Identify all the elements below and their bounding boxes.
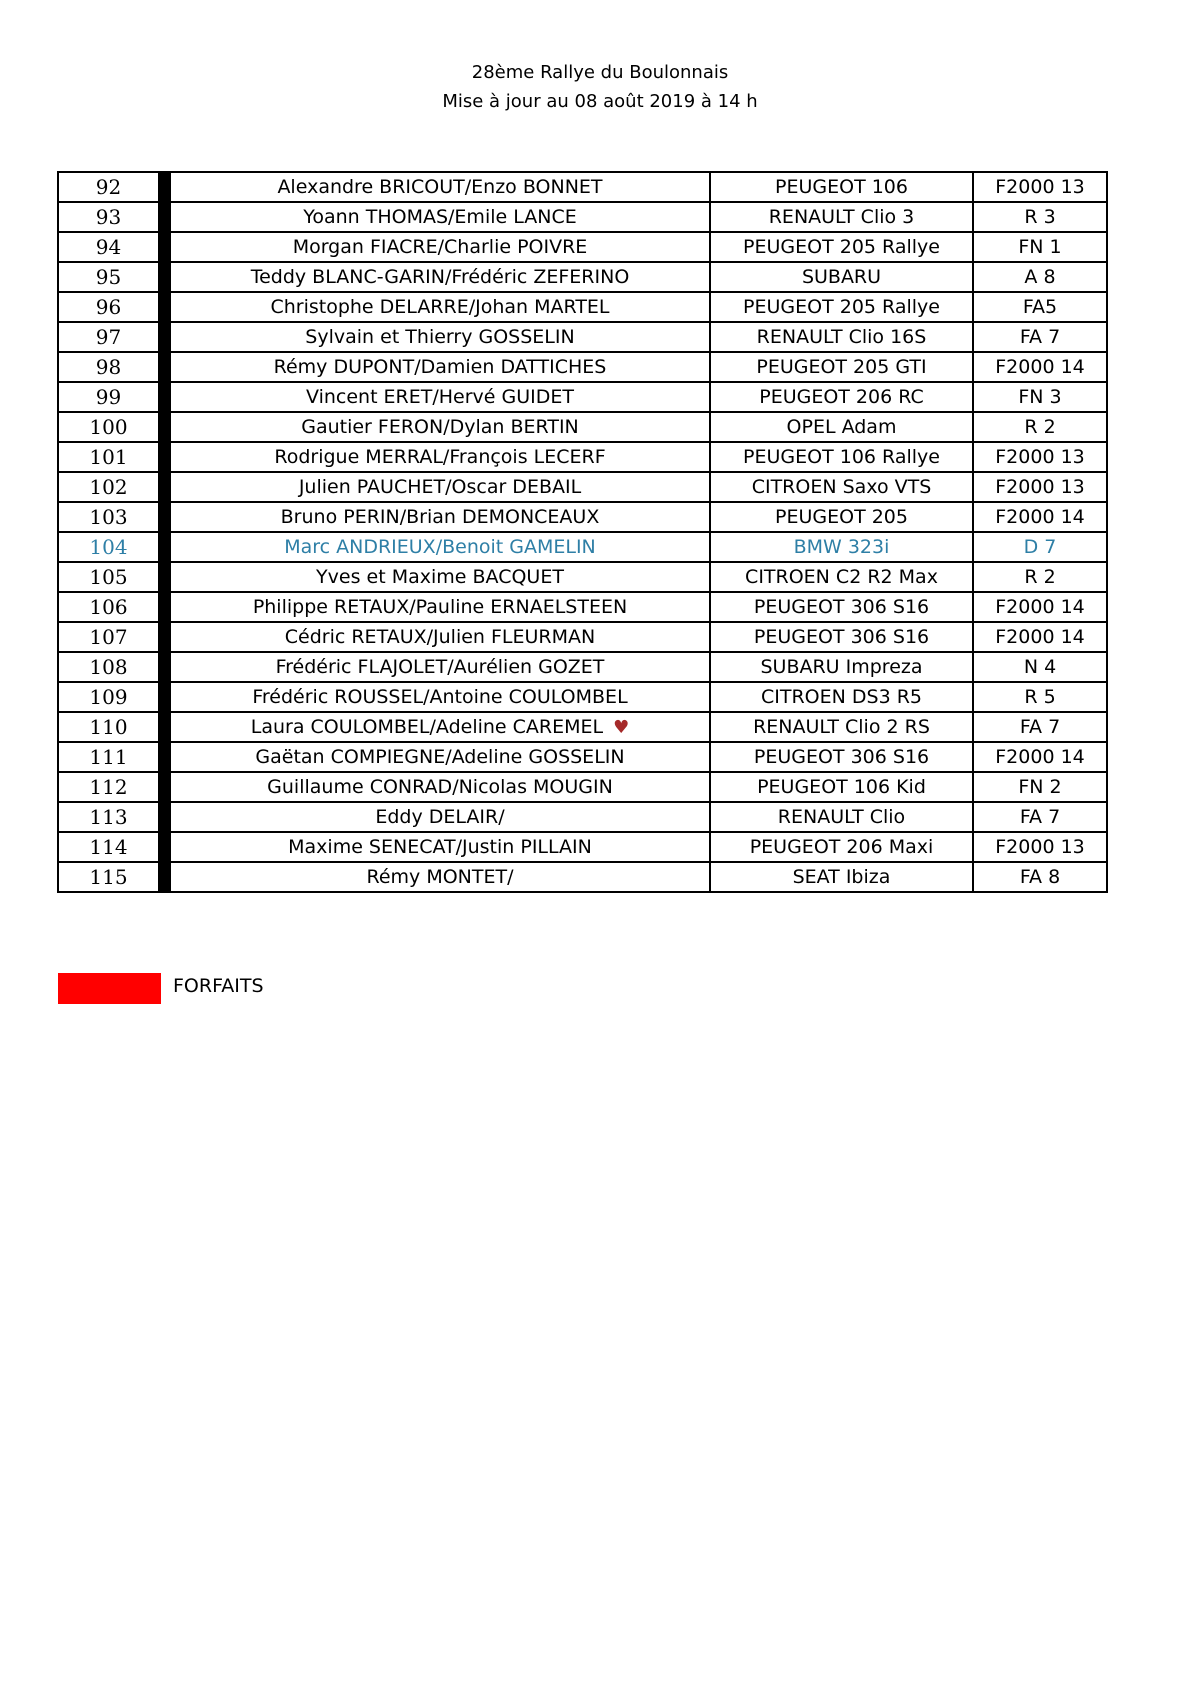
row-separator-bar (159, 412, 170, 442)
entry-class-text: FA 8 (1019, 866, 1061, 888)
entry-number (58, 802, 159, 832)
row-separator-bar (159, 262, 170, 292)
entry-crew-text: Marc ANDRIEUX/Benoit GAMELIN (284, 536, 596, 558)
entry-crew (170, 352, 710, 382)
entry-crew (170, 442, 710, 472)
entry-number-text: 109 (89, 685, 128, 709)
entry-class (973, 712, 1107, 742)
entry-class (973, 472, 1107, 502)
entry-car (710, 472, 973, 502)
entry-car-text: CITROEN C2 R2 Max (745, 566, 938, 588)
entry-car-text: OPEL Adam (786, 416, 897, 438)
entry-number (58, 682, 159, 712)
entry-car (710, 832, 973, 862)
entry-class (973, 202, 1107, 232)
entry-crew (170, 652, 710, 682)
entry-number (58, 652, 159, 682)
entry-crew (170, 502, 710, 532)
entry-car (710, 562, 973, 592)
entry-car (710, 592, 973, 622)
entry-crew-text: Eddy DELAIR/ (375, 806, 505, 828)
entry-number (58, 562, 159, 592)
entry-crew-text: Teddy BLANC-GARIN/Frédéric ZEFERINO (250, 266, 630, 288)
entry-crew-text: Bruno PERIN/Brian DEMONCEAUX (280, 506, 600, 528)
entry-class-text: F2000 14 (995, 746, 1085, 768)
entry-number-text: 96 (95, 295, 122, 319)
row-separator-bar (159, 172, 170, 202)
entry-car-text: PEUGEOT 106 Kid (757, 776, 926, 798)
entry-number-text: 94 (95, 235, 122, 259)
entry-number (58, 742, 159, 772)
entry-class-text: FN 3 (1018, 386, 1062, 408)
entry-class-text: FA 7 (1019, 326, 1061, 348)
entry-number-text: 92 (95, 175, 122, 199)
entry-crew-text: Maxime SENECAT/Justin PILLAIN (288, 836, 592, 858)
entry-car (710, 442, 973, 472)
entry-class (973, 292, 1107, 322)
row-separator-bar (159, 442, 170, 472)
entry-class (973, 232, 1107, 262)
entry-number-text: 108 (89, 655, 128, 679)
entry-class (973, 502, 1107, 532)
entry-car-text: PEUGEOT 106 (775, 176, 908, 198)
entry-number (58, 832, 159, 862)
entry-row (58, 682, 1107, 712)
entry-row (58, 472, 1107, 502)
entry-car-text: PEUGEOT 205 GTI (756, 356, 927, 378)
entry-number-text: 112 (89, 775, 128, 799)
entry-class-text: F2000 13 (995, 836, 1085, 858)
entry-crew-text: Frédéric FLAJOLET/Aurélien GOZET (275, 656, 605, 678)
entry-class-text: R 3 (1024, 206, 1056, 228)
entry-class-text: R 2 (1024, 566, 1056, 588)
entry-row (58, 802, 1107, 832)
row-separator-bar (159, 562, 170, 592)
row-separator-bar (159, 862, 170, 892)
entry-car-text: PEUGEOT 205 Rallye (743, 236, 940, 258)
entry-crew (170, 412, 710, 442)
entry-crew (170, 832, 710, 862)
entry-crew-text: Laura COULOMBEL/Adeline CAREMEL (250, 716, 604, 738)
entry-crew-text: Yoann THOMAS/Emile LANCE (303, 206, 577, 228)
entry-car (710, 712, 973, 742)
entry-class (973, 382, 1107, 412)
entry-class-text: F2000 14 (995, 626, 1085, 648)
entry-class (973, 682, 1107, 712)
entry-crew (170, 532, 710, 562)
entry-crew (170, 172, 710, 202)
row-separator-bar (159, 712, 170, 742)
entry-class-text: F2000 14 (995, 356, 1085, 378)
entry-class-text: FA 7 (1019, 716, 1061, 738)
entry-car (710, 382, 973, 412)
entry-crew (170, 742, 710, 772)
row-separator-bar (159, 832, 170, 862)
entry-crew (170, 862, 710, 892)
entry-crew-text: Gautier FERON/Dylan BERTIN (301, 416, 579, 438)
row-separator-bar (159, 532, 170, 562)
entry-row (58, 862, 1107, 892)
entry-car-text: PEUGEOT 205 Rallye (743, 296, 940, 318)
entry-car-text: PEUGEOT 306 S16 (753, 596, 930, 618)
entry-car-text: PEUGEOT 205 (775, 506, 908, 528)
entry-crew-text: Rémy DUPONT/Damien DATTICHES (273, 356, 607, 378)
entry-number-text: 110 (89, 715, 128, 739)
entry-class-text: R 5 (1024, 686, 1056, 708)
entry-crew-text: Sylvain et Thierry GOSSELIN (305, 326, 575, 348)
entry-crew (170, 592, 710, 622)
entry-crew-text: Yves et Maxime BACQUET (316, 566, 564, 588)
entry-crew-text: Rémy MONTET/ (366, 866, 514, 888)
entry-number (58, 232, 159, 262)
entry-number (58, 412, 159, 442)
entry-car (710, 772, 973, 802)
entry-number (58, 532, 159, 562)
entry-class (973, 532, 1107, 562)
heart-icon: ♥ (613, 717, 630, 738)
row-separator-bar (159, 202, 170, 232)
entry-car (710, 352, 973, 382)
entry-number-text: 106 (89, 595, 128, 619)
entry-class (973, 802, 1107, 832)
entry-crew (170, 202, 710, 232)
entry-crew (170, 712, 710, 742)
entry-car (710, 862, 973, 892)
row-separator-bar (159, 772, 170, 802)
entry-number-text: 95 (95, 265, 122, 289)
entry-number (58, 382, 159, 412)
entry-car (710, 622, 973, 652)
entry-number (58, 172, 159, 202)
document-subtitle: Mise à jour au 08 août 2019 à 14 h (442, 91, 758, 112)
entry-car-text: SUBARU Impreza (760, 656, 923, 678)
entry-row (58, 742, 1107, 772)
entry-car-text: PEUGEOT 306 S16 (753, 626, 930, 648)
entry-row (58, 202, 1107, 232)
entry-number-text: 107 (89, 625, 128, 649)
row-separator-bar (159, 382, 170, 412)
entry-row (58, 622, 1107, 652)
entry-crew (170, 322, 710, 352)
entry-number-text: 101 (89, 445, 128, 469)
entry-number (58, 322, 159, 352)
entry-class (973, 862, 1107, 892)
entry-number-text: 93 (95, 205, 122, 229)
entry-crew (170, 562, 710, 592)
entry-number (58, 772, 159, 802)
entry-class-text: F2000 13 (995, 476, 1085, 498)
entry-crew-text: Morgan FIACRE/Charlie POIVRE (292, 236, 588, 258)
entry-car-text: CITROEN Saxo VTS (751, 476, 932, 498)
document-title: 28ème Rallye du Boulonnais (471, 62, 729, 83)
entry-class (973, 592, 1107, 622)
entry-car-text: PEUGEOT 306 S16 (753, 746, 930, 768)
entry-car (710, 652, 973, 682)
entry-number-text: 104 (89, 535, 128, 559)
entry-crew-text: Guillaume CONRAD/Nicolas MOUGIN (267, 776, 613, 798)
entry-car (710, 802, 973, 832)
entry-number (58, 262, 159, 292)
entry-class (973, 442, 1107, 472)
entry-row (58, 712, 1107, 742)
entry-number (58, 292, 159, 322)
entry-class-text: F2000 14 (995, 596, 1085, 618)
entry-class-text: R 2 (1024, 416, 1056, 438)
entry-crew-text: Vincent ERET/Hervé GUIDET (305, 386, 575, 408)
entry-class-text: FA5 (1022, 296, 1058, 318)
entry-row (58, 652, 1107, 682)
entry-car (710, 682, 973, 712)
entry-number-text: 98 (95, 355, 122, 379)
entry-row (58, 322, 1107, 352)
entry-row (58, 352, 1107, 382)
entry-crew (170, 382, 710, 412)
entry-row (58, 292, 1107, 322)
entry-car-text: PEUGEOT 206 Maxi (749, 836, 934, 858)
entry-row (58, 262, 1107, 292)
entry-crew (170, 292, 710, 322)
entry-list-table (57, 171, 1108, 893)
entry-class-text: N 4 (1023, 656, 1057, 678)
row-separator-bar (159, 322, 170, 352)
entry-class (973, 772, 1107, 802)
row-separator-bar (159, 292, 170, 322)
entry-crew-text: Rodrigue MERRAL/François LECERF (274, 446, 606, 468)
entry-car-text: PEUGEOT 106 Rallye (743, 446, 940, 468)
entry-number (58, 592, 159, 622)
entry-crew-text: Cédric RETAUX/Julien FLEURMAN (284, 626, 596, 648)
entry-list-body (58, 172, 1107, 892)
entry-number-text: 111 (89, 745, 128, 769)
row-separator-bar (159, 592, 170, 622)
entry-class-text: D 7 (1023, 536, 1057, 558)
entry-number-text: 102 (89, 475, 128, 499)
entry-number-text: 115 (89, 865, 128, 889)
forfaits-legend-label: FORFAITS (173, 975, 264, 997)
row-separator-bar (159, 682, 170, 712)
entry-number-text: 114 (89, 835, 128, 859)
entry-car (710, 502, 973, 532)
entry-number (58, 442, 159, 472)
entry-crew (170, 622, 710, 652)
row-separator-bar (159, 742, 170, 772)
entry-class-text: F2000 13 (995, 446, 1085, 468)
entry-row (58, 592, 1107, 622)
entry-crew (170, 772, 710, 802)
entry-number-text: 103 (89, 505, 128, 529)
row-separator-bar (159, 472, 170, 502)
entry-row (58, 832, 1107, 862)
entry-class (973, 352, 1107, 382)
entry-number (58, 202, 159, 232)
entry-class (973, 262, 1107, 292)
entry-car (710, 532, 973, 562)
entry-number-text: 97 (95, 325, 122, 349)
entry-crew (170, 472, 710, 502)
entry-number (58, 502, 159, 532)
entry-number (58, 472, 159, 502)
entry-car (710, 742, 973, 772)
entry-class (973, 652, 1107, 682)
row-separator-bar (159, 802, 170, 832)
entry-crew (170, 802, 710, 832)
entry-class (973, 412, 1107, 442)
entry-car (710, 232, 973, 262)
entry-car (710, 292, 973, 322)
entry-crew (170, 232, 710, 262)
entry-row (58, 562, 1107, 592)
row-separator-bar (159, 652, 170, 682)
entry-class (973, 322, 1107, 352)
entry-car (710, 172, 973, 202)
entry-row (58, 772, 1107, 802)
entry-number (58, 862, 159, 892)
entry-number (58, 712, 159, 742)
entry-number (58, 622, 159, 652)
entry-class (973, 622, 1107, 652)
entry-crew (170, 682, 710, 712)
entry-class-text: F2000 13 (995, 176, 1085, 198)
entry-row (58, 442, 1107, 472)
entry-number-text: 100 (89, 415, 128, 439)
entry-car (710, 322, 973, 352)
entry-crew (170, 262, 710, 292)
entry-row (58, 532, 1107, 562)
entry-row (58, 412, 1107, 442)
row-separator-bar (159, 622, 170, 652)
entry-crew-text: Christophe DELARRE/Johan MARTEL (270, 296, 610, 318)
entry-class-text: A 8 (1024, 266, 1056, 288)
entry-crew-text: Gaëtan COMPIEGNE/Adeline GOSSELIN (255, 746, 625, 768)
entry-row (58, 172, 1107, 202)
entry-row (58, 232, 1107, 262)
entry-car-text: RENAULT Clio 2 RS (753, 716, 930, 738)
document-header (0, 58, 1200, 116)
entry-class-text: FN 1 (1018, 236, 1062, 258)
entry-car-text: CITROEN DS3 R5 (761, 686, 922, 708)
entry-car (710, 262, 973, 292)
entry-class (973, 172, 1107, 202)
entry-car (710, 412, 973, 442)
entry-number-text: 99 (95, 385, 122, 409)
entry-class (973, 832, 1107, 862)
entry-class-text: F2000 14 (995, 506, 1085, 528)
entry-crew-text: Alexandre BRICOUT/Enzo BONNET (277, 176, 603, 198)
row-separator-bar (159, 502, 170, 532)
entry-car-text: SEAT Ibiza (792, 866, 891, 888)
entry-car-text: RENAULT Clio (777, 806, 906, 828)
entry-car-text: RENAULT Clio 16S (756, 326, 927, 348)
entry-number-text: 113 (89, 805, 128, 829)
entry-crew-text: Julien PAUCHET/Oscar DEBAIL (298, 476, 582, 498)
entry-row (58, 502, 1107, 532)
entry-car (710, 202, 973, 232)
entry-class (973, 742, 1107, 772)
forfaits-legend-swatch (58, 973, 161, 1004)
row-separator-bar (159, 232, 170, 262)
entry-class-text: FA 7 (1019, 806, 1061, 828)
entry-car-text: RENAULT Clio 3 (768, 206, 915, 228)
entry-number (58, 352, 159, 382)
entry-car-text: BMW 323i (793, 536, 890, 558)
entry-number-text: 105 (89, 565, 128, 589)
entry-class (973, 562, 1107, 592)
entry-row (58, 382, 1107, 412)
entry-crew-text: Philippe RETAUX/Pauline ERNAELSTEEN (252, 596, 628, 618)
entry-car-text: SUBARU (801, 266, 882, 288)
entry-crew-text: Frédéric ROUSSEL/Antoine COULOMBEL (252, 686, 628, 708)
entry-car-text: PEUGEOT 206 RC (759, 386, 924, 408)
row-separator-bar (159, 352, 170, 382)
entry-class-text: FN 2 (1018, 776, 1062, 798)
